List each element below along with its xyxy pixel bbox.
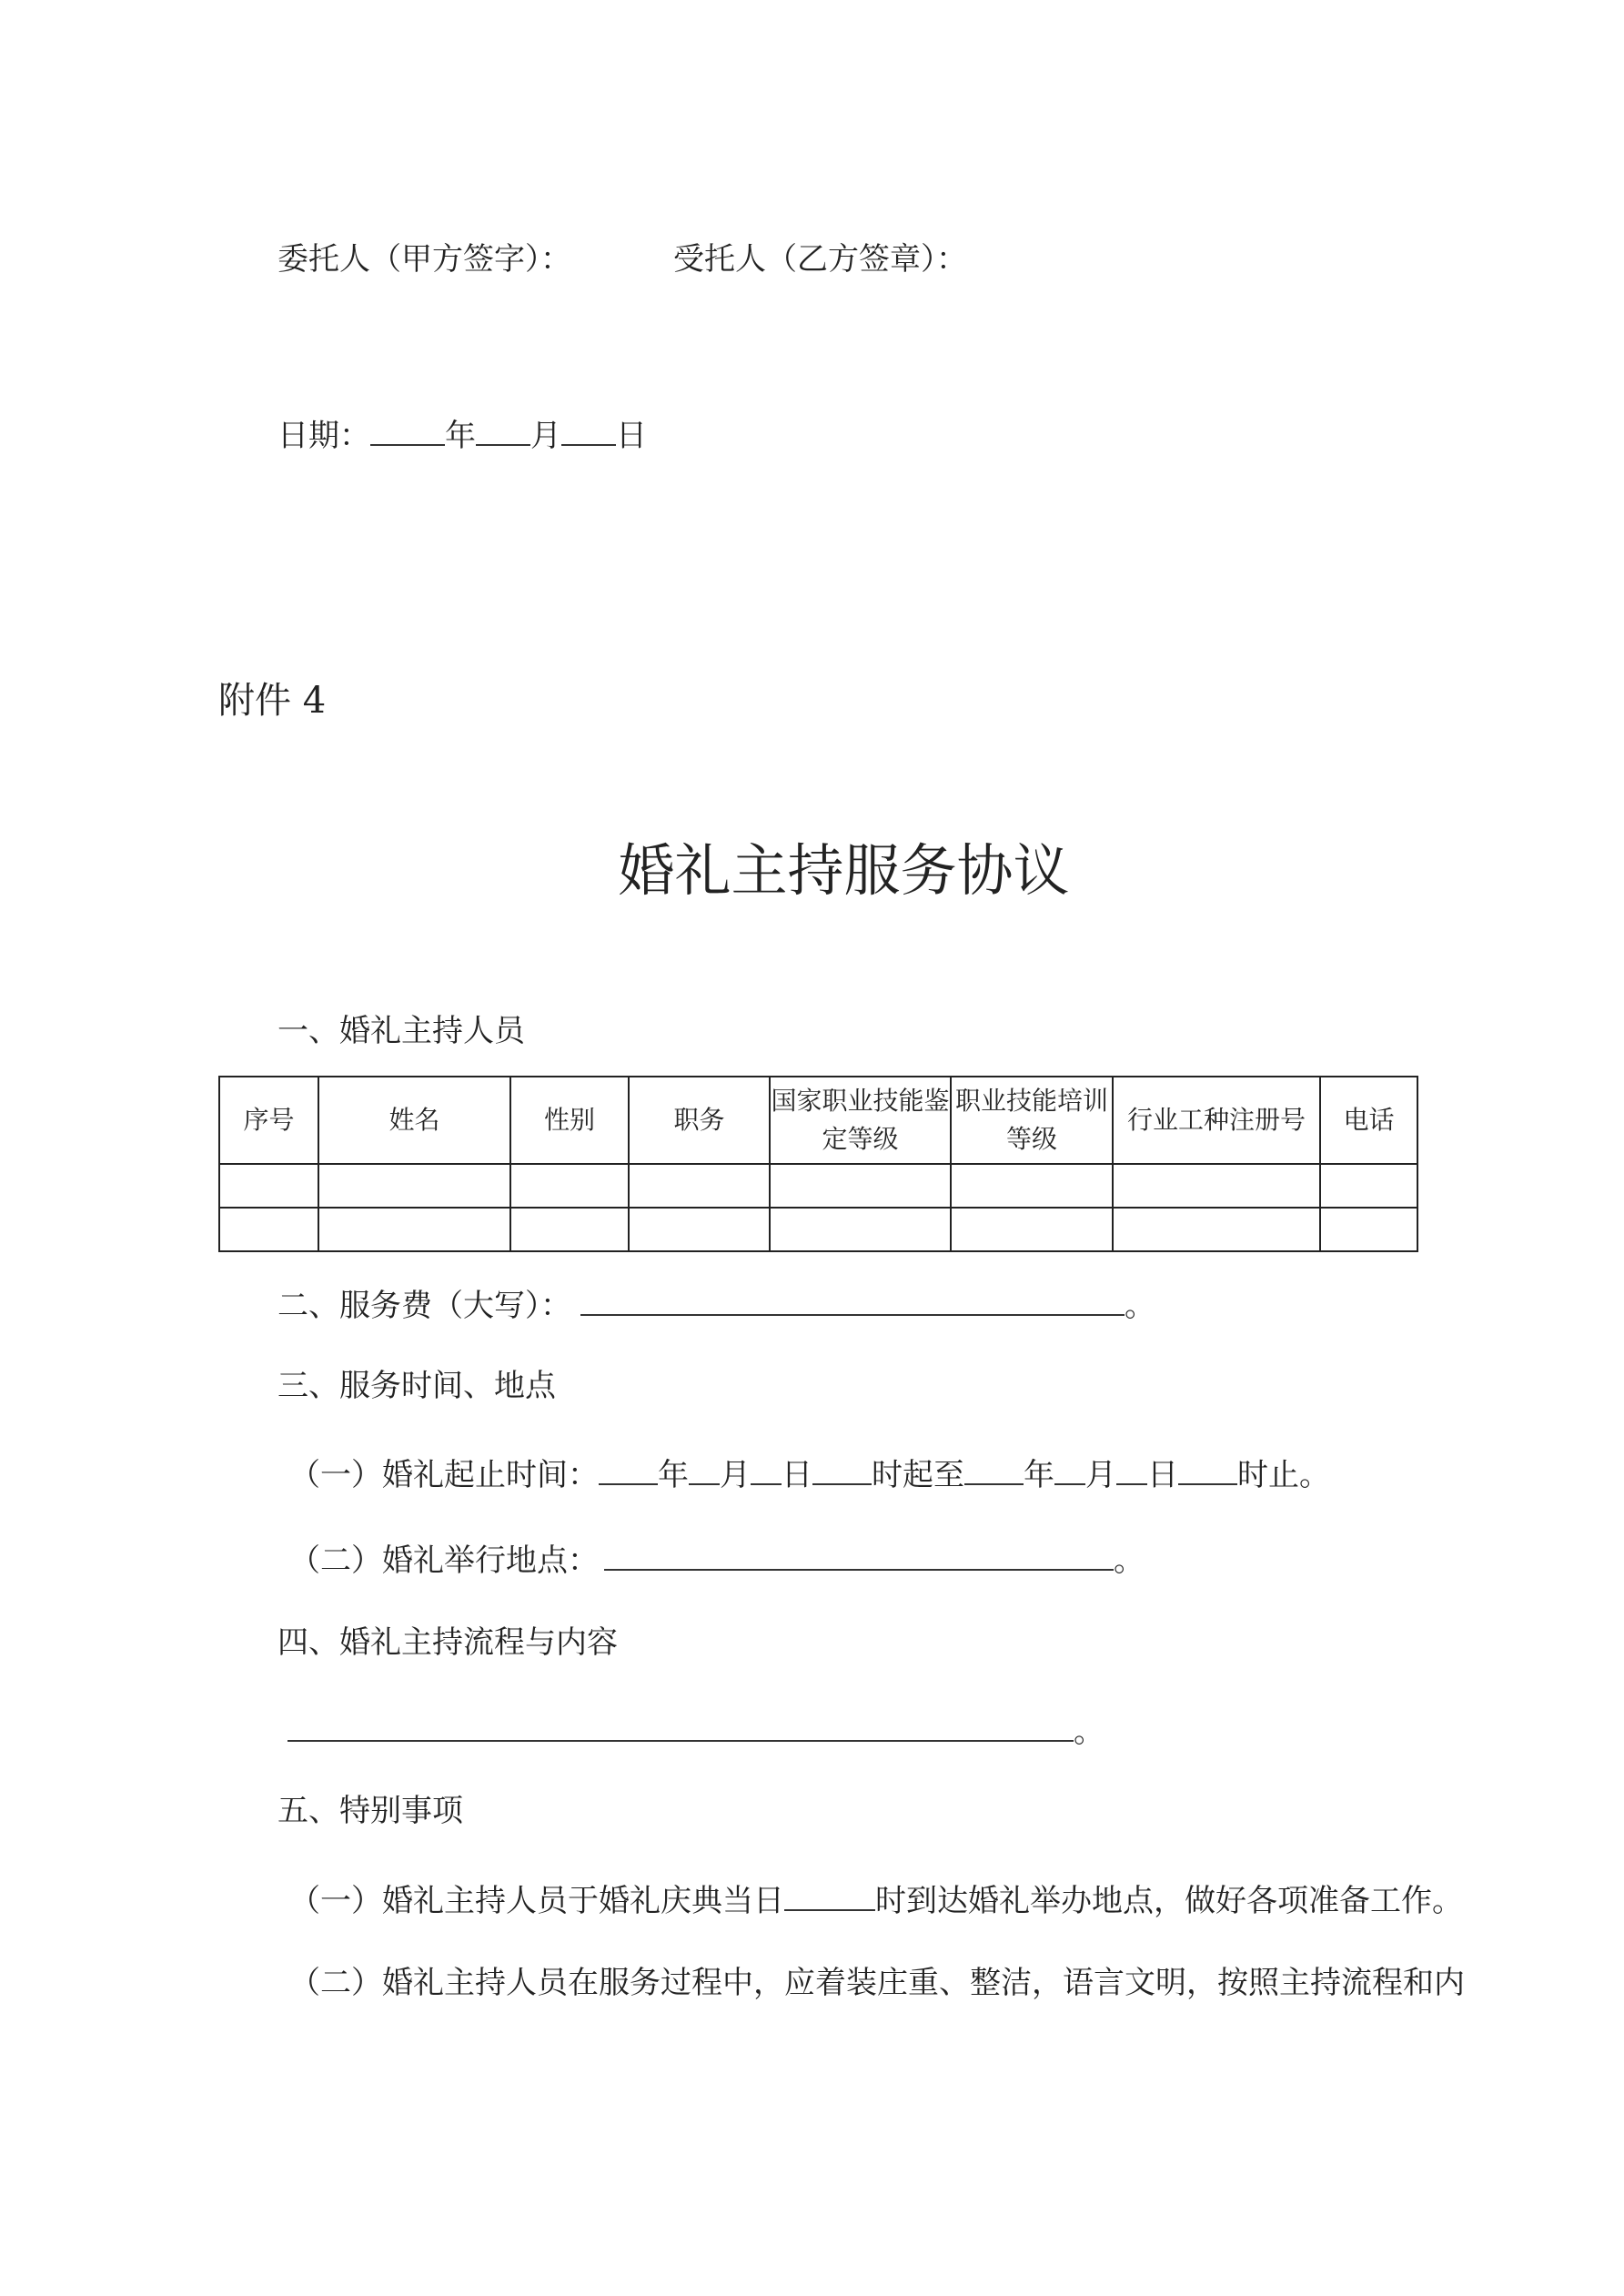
table-cell[interactable] (1320, 1208, 1417, 1251)
start-year-blank[interactable] (599, 1456, 658, 1485)
start-day-blank[interactable] (751, 1456, 782, 1485)
wedding-time-label: （一）婚礼起止时间： (289, 1457, 599, 1493)
end-day-blank[interactable] (1116, 1456, 1147, 1485)
wedding-venue-blank[interactable] (604, 1542, 1114, 1571)
table-cell[interactable] (318, 1164, 510, 1208)
year-blank[interactable] (370, 417, 445, 446)
arrival-hour-blank[interactable] (784, 1882, 875, 1911)
table-cell[interactable] (770, 1208, 951, 1251)
signature-date-line (277, 417, 647, 454)
day-blank[interactable] (561, 417, 616, 446)
service-fee-end: 。 (1125, 1288, 1155, 1324)
end-hour-blank[interactable] (1178, 1456, 1237, 1485)
table-row (219, 1164, 1417, 1208)
month-unit: 月 (530, 418, 561, 454)
table-cell[interactable] (219, 1164, 318, 1208)
service-fee-blank[interactable] (580, 1287, 1125, 1316)
start-day-unit: 日 (782, 1457, 812, 1493)
column-header: 职业技能培训等级 (951, 1077, 1113, 1164)
start-month-unit: 月 (720, 1457, 751, 1493)
table-cell[interactable] (318, 1208, 510, 1251)
column-header: 性别 (510, 1077, 629, 1164)
table-cell[interactable] (770, 1164, 951, 1208)
section5-heading: 五、特别事项 (277, 1793, 463, 1829)
year-unit: 年 (445, 418, 476, 454)
special-item-1-post: 时到达婚礼举办地点，做好各项准备工作。 (875, 1883, 1463, 1919)
table-cell[interactable] (219, 1208, 318, 1251)
column-header: 国家职业技能鉴定等级 (770, 1077, 951, 1164)
table-cell[interactable] (1113, 1208, 1320, 1251)
table-row (219, 1208, 1417, 1251)
start-month-blank[interactable] (689, 1456, 720, 1485)
day-unit: 日 (616, 418, 647, 454)
section4-heading: 四、婚礼主持流程与内容 (277, 1624, 618, 1661)
staff-table (218, 1076, 1418, 1252)
start-hour-blank[interactable] (812, 1456, 872, 1485)
column-header: 职务 (629, 1077, 770, 1164)
end-year-blank[interactable] (964, 1456, 1024, 1485)
special-item-1-pre: （一）婚礼主持人员于婚礼庆典当日 (289, 1883, 784, 1919)
date-label: 日期： (277, 418, 370, 454)
hosting-content-line (287, 1713, 1105, 1750)
special-item-1 (289, 1882, 1463, 1917)
column-header: 行业工种注册号 (1113, 1077, 1320, 1164)
end-year-unit: 年 (1024, 1457, 1054, 1493)
table-cell[interactable] (951, 1164, 1113, 1208)
table-cell[interactable] (629, 1164, 770, 1208)
from-text: 时起至 (872, 1457, 964, 1493)
table-cell[interactable] (951, 1208, 1113, 1251)
wedding-venue-label: （二）婚礼举行地点： (289, 1542, 599, 1579)
table-cell[interactable] (510, 1208, 629, 1251)
column-header: 电话 (1320, 1077, 1417, 1164)
end-month-unit: 月 (1085, 1457, 1116, 1493)
hosting-content-end: 。 (1074, 1714, 1105, 1750)
start-year-unit: 年 (658, 1457, 689, 1493)
wedding-venue-end: 。 (1114, 1542, 1145, 1579)
until-text: 时止。 (1237, 1457, 1330, 1493)
table-header-row (219, 1077, 1417, 1164)
month-blank[interactable] (476, 417, 530, 446)
table-cell[interactable] (629, 1208, 770, 1251)
column-header: 序号 (219, 1077, 318, 1164)
column-header: 姓名 (318, 1077, 510, 1164)
end-day-unit: 日 (1147, 1457, 1178, 1493)
party-a-signature-label: 委托人（甲方签字）： (277, 241, 571, 278)
wedding-time-line (289, 1456, 1330, 1491)
section1-heading: 一、婚礼主持人员 (277, 1013, 525, 1049)
table-cell[interactable] (1113, 1164, 1320, 1208)
party-b-signature-label: 受托人（乙方签章）： (673, 241, 967, 278)
attachment-label: 附件 4 (218, 680, 327, 722)
end-month-blank[interactable] (1054, 1456, 1085, 1485)
service-fee-line (277, 1287, 1155, 1324)
section3-heading: 三、服务时间、地点 (277, 1368, 556, 1404)
service-fee-label: 二、服务费（大写）： (277, 1288, 571, 1324)
table-cell[interactable] (510, 1164, 629, 1208)
hosting-content-blank[interactable] (287, 1713, 1074, 1742)
wedding-venue-line (289, 1542, 1145, 1579)
page-title: 婚礼主持服务协议 (618, 837, 1070, 904)
table-cell[interactable] (1320, 1164, 1417, 1208)
special-item-2: （二）婚礼主持人员在服务过程中，应着装庄重、整洁，语言文明，按照主持流程和内 (289, 1965, 1465, 2001)
